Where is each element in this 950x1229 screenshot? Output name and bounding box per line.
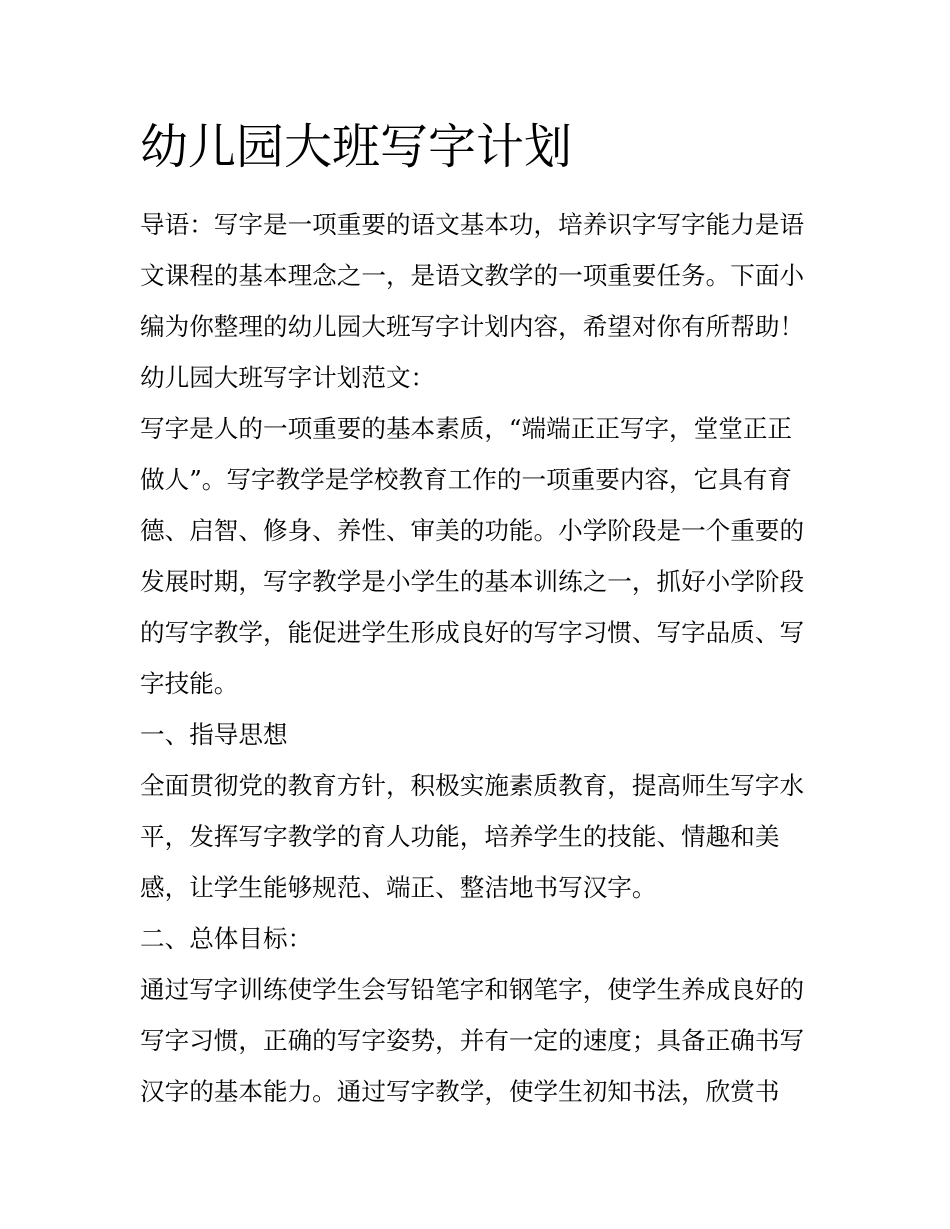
text-line: 幼儿园大班写字计划范文： [140,363,436,392]
text-line: 字技能。 [140,669,239,698]
text-line: 平，发挥写字教学的育人功能，培养学生的技能、情趣和美 [140,822,780,851]
text-line: 发展时期，写字教学是小学生的基本训练之一，抓好小学阶段 [140,567,805,596]
text-line: 文课程的基本理念之一，是语文教学的一项重要任务。下面小 [140,261,805,290]
document-title: 幼儿园大班写字计划 [140,119,573,175]
document-body [140,199,816,1117]
text-line: 的写字教学，能促进学生形成良好的写字习惯、写字品质、写 [140,618,805,647]
text-line: 通过写字训练使学生会写铅笔字和钢笔字，使学生养成良好的 [140,975,805,1004]
text-line: 德、启智、修身、养性、审美的功能。小学阶段是一个重要的 [140,516,805,545]
text-line: 导语：写字是一项重要的语文基本功，培养识字写字能力是语 [140,210,805,239]
text-line: 感，让学生能够规范、端正、整洁地书写汉字。 [140,873,657,902]
text-line: 编为你整理的幼儿园大班写字计划内容，希望对你有所帮助！ [140,312,805,341]
text-line: 全面贯彻党的教育方针，积极实施素质教育，提高师生写字水 [140,771,805,800]
text-line: 汉字的基本能力。通过写字教学，使学生初知书法，欣赏书 [140,1077,780,1106]
text-line: 做人”。写字教学是学校教育工作的一项重要内容，它具有育 [140,465,793,494]
text-line: 写字习惯，正确的写字姿势，并有一定的速度；具备正确书写 [140,1026,805,1055]
section-heading: 二、总体目标： [140,924,313,953]
text-line: 写字是人的一项重要的基本素质，“端端正正写字，堂堂正正 [140,414,793,443]
section-heading: 一、指导思想 [140,720,288,749]
